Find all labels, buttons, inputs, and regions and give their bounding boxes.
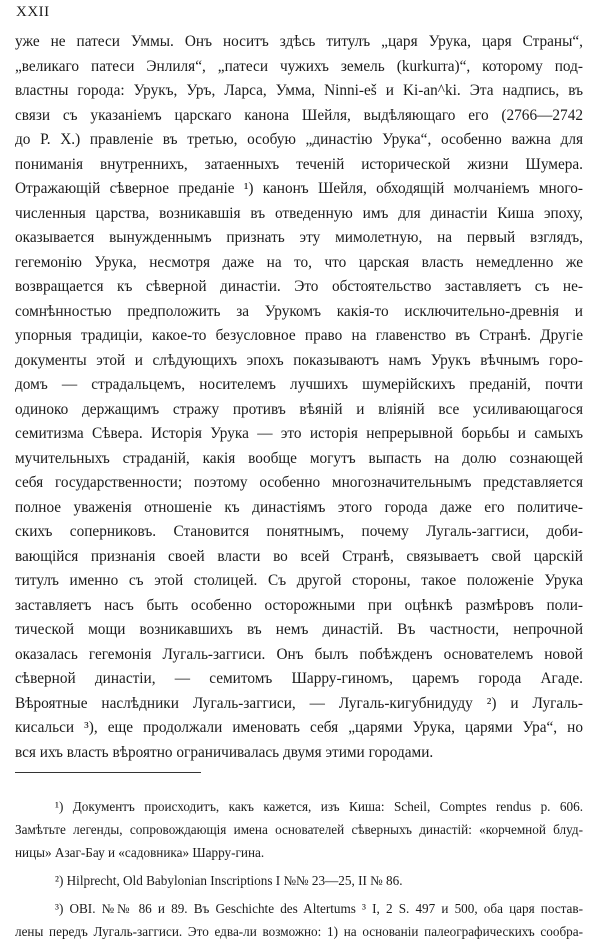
page-number: XXII (16, 4, 50, 20)
text-line: вся ихъ власть вѣроятно ограничивалась двумя этими городами. (15, 743, 434, 761)
text-line: тической мощи возникавшихъ въ немъ династій. Въ частности, непрочной (15, 621, 583, 638)
text-line: связи съ указаніемъ царскаго канона Шейля, выдѣляющаго его (2766—2742 (15, 106, 583, 124)
text-line: сѣверной династіи, — семитомъ Шарру-гиномъ, царемъ города Агаде. (15, 670, 583, 687)
text-line: кисальси ³), еще продолжали именовать себя „царями Урука, царями Ура“, но (15, 719, 583, 736)
text-line: „великаго патеси Энлиля“, „патеси чужихъ земель (kurkurra)“, которому под- (15, 57, 583, 75)
text-line: Отражающій сѣверное преданіе ¹) канонъ Шейля, обходящій молчаніемъ много- (15, 180, 583, 197)
text-line: уже не патеси Уммы. Онъ носитъ здѣсь титулъ „царя Урука, царя Страны“, (15, 33, 583, 50)
text-line: оказывается вынужденнымъ признать эту мимолетную, на первый взглядъ, (15, 229, 583, 246)
text-line: вающійся признанія своей власти во всей Странѣ, связываетъ свой царскій (15, 547, 583, 565)
footnote-line: ¹) Документъ происходитъ, какъ кажется, изъ Киша: Scheil, Comptes rendus p. 606. (55, 799, 583, 814)
text-line: оказалась гегемонія Лугаль-заггиси. Онъ былъ побѣжденъ основателемъ новой (15, 645, 583, 663)
text-line: Вѣроятные наслѣдники Лугаль-заггиси, — Лугаль-кигубнидуду ²) и Лугаль- (15, 694, 583, 712)
main-text (15, 30, 583, 765)
text-line: заставляетъ насъ быть особенно осторожными при оцѣнкѣ размѣровъ поли- (15, 596, 583, 614)
text-line: пониманія внутреннихъ, затаенныхъ теченій исторической жизни Шумера. (15, 155, 583, 173)
text-line: численныя царства, возникавшія въ отведенную имъ для династіи Киша эпоху, (15, 204, 583, 222)
text-line: титулъ именно съ этой столицей. Съ другой стороны, такое положеніе Урука (15, 572, 583, 589)
text-line: скихъ соперниковъ. Становится понятнымъ, почему Лугаль-заггиси, доби- (15, 523, 583, 540)
footnote-1 (15, 795, 583, 864)
text-line: до Р. Х.) правленіе въ третью, особую „династію Урука“, особенно важна для (15, 131, 583, 148)
footnote-2 (15, 869, 583, 892)
text-line: семитизма Сѣвера. Исторія Урука — это исторія непрерывной борьбы и самыхъ (15, 425, 583, 442)
text-line: полное уваженія отношеніе къ династіямъ этого города даже его политиче- (15, 498, 583, 516)
footnote-line: Замѣтьте легенды, сопровождающія имена основателей сѣверныхъ династій: «корчемной блуд- (15, 822, 583, 837)
footnotes (15, 795, 583, 943)
text-line: упорныя традиціи, какое-то безусловное право на главенство въ Странѣ. Другіе (15, 327, 583, 344)
footnote-line: ²) Hilprecht, Old Babylonian Inscriptions I №№ 23—25, II № 86. (55, 873, 403, 888)
text-line: сомнѣнностью предположить за Урукомъ какія-то исключительно-древнія и (15, 302, 583, 320)
text-line: мучительныхъ страданій, какія вообще могутъ выпасть на долю сознающей (15, 449, 583, 467)
text-line: документы этой и слѣдующихъ эпохъ показываютъ намъ Урукъ вѣчнымъ горо- (15, 351, 583, 369)
text-line: себя государственности; поэтому особенно многозначительнымъ представляется (15, 474, 583, 491)
text-line: одиноко держащимъ стражу противъ вѣяній и вліяній все усиливающагося (15, 400, 583, 418)
text-line: домъ — страдальцемъ, носителемъ лучшихъ шумерійскихъ преданій, почти (15, 376, 583, 393)
footnote-3 (15, 897, 583, 943)
text-line: возвращается къ сѣверной династіи. Это обстоятельство заставляетъ съ не- (15, 278, 583, 295)
footnote-line: лены передъ Лугаль-заггиси. Это едва-ли возможно: 1) на основаніи палеографическихъ сообра- (15, 924, 583, 939)
text-line: властны города: Урукъ, Уръ, Ларса, Умма, Ninni-eš и Ki-an^ki. Эта надпись, въ (15, 82, 583, 99)
footnote-line: ³) OBI. №№ 86 и 89. Въ Geschichte des Altertums ³ I, 2 S. 497 и 500, оба царя постав- (55, 901, 583, 916)
footnote-line: ницы» Азаг-Бау и «садовника» Шарру-гина. (15, 845, 265, 860)
text-line: гегемонію Урука, несмотря даже на то, что царская власть немедленно же (15, 253, 583, 271)
footnote-divider (15, 772, 201, 773)
